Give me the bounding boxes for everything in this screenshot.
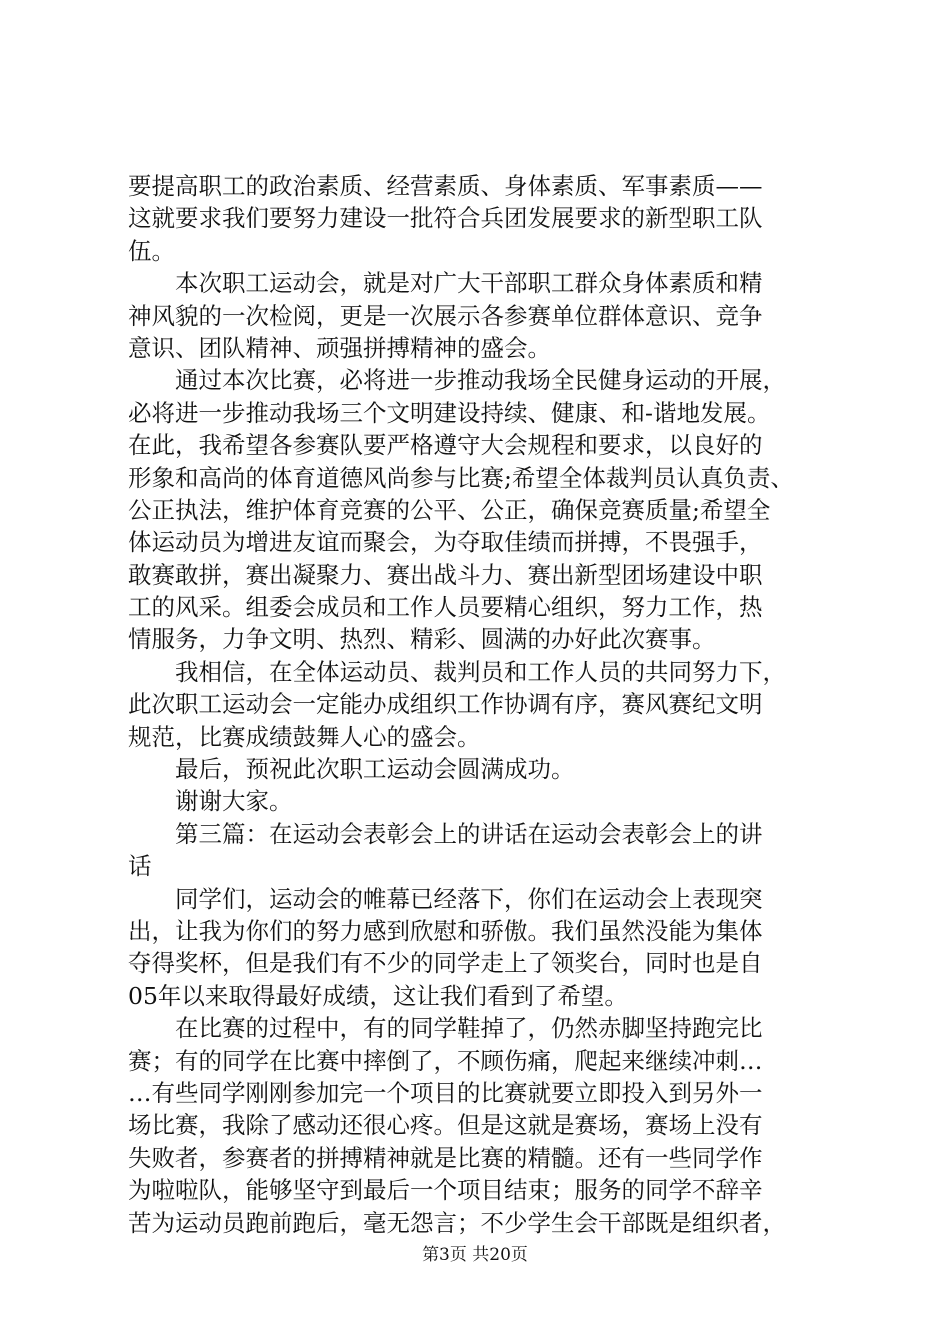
text-line: 此次职工运动会一定能办成组织工作协调有序，赛风赛纪文明: [128, 690, 763, 719]
document-body: [128, 170, 840, 1239]
text-line: 这就要求我们要努力建设一批符合兵团发展要求的新型职工队: [128, 204, 763, 233]
text-line: 体运动员为增进友谊而聚会，为夺取佳绩而拼搏，不畏强手，: [128, 528, 763, 557]
text-line: 敢赛敢拼，赛出凝聚力、赛出战斗力、赛出新型团场建设中职: [128, 560, 763, 589]
text-line: 05年以来取得最好成绩，这让我们看到了希望。: [128, 981, 628, 1010]
text-line: 规范，比赛成绩鼓舞人心的盛会。: [128, 722, 481, 751]
text-line: 为啦啦队，能够坚守到最后一个项目结束；服务的同学不辞辛: [128, 1176, 763, 1205]
page-footer: [0, 1240, 950, 1265]
text-line: 本次职工运动会，就是对广大干部职工群众身体素质和精: [128, 269, 763, 298]
text-line: 夺得奖杯，但是我们有不少的同学走上了领奖台，同时也是自: [128, 949, 763, 978]
text-line: 谢谢大家。: [128, 787, 293, 816]
text-line: 形象和高尚的体育道德风尚参与比赛;希望全体裁判员认真负责、: [128, 463, 794, 492]
text-line: 失败者，参赛者的拼搏精神就是比赛的精髓。还有一些同学作: [128, 1143, 763, 1172]
text-line: 赛；有的同学在比赛中摔倒了，不顾伤痛，爬起来继续冲刺…: [128, 1046, 763, 1075]
text-line: 伍。: [128, 236, 175, 265]
text-line: 苦为运动员跑前跑后，毫无怨言；不少学生会干部既是组织者，: [128, 1208, 786, 1237]
text-line: 我相信，在全体运动员、裁判员和工作人员的共同努力下，: [128, 657, 786, 686]
text-line: 在比赛的过程中，有的同学鞋掉了，仍然赤脚坚持跑完比: [128, 1014, 763, 1043]
text-line: …有些同学刚刚参加完一个项目的比赛就要立即投入到另外一: [128, 1078, 763, 1107]
text-line: 神风貌的一次检阅，更是一次展示各参赛单位群体意识、竞争: [128, 301, 763, 330]
text-line: 最后，预祝此次职工运动会圆满成功。: [128, 755, 575, 784]
page-number: 第3页 共20页: [422, 1245, 528, 1265]
text-line: 场比赛，我除了感动还很心疼。但是这就是赛场，赛场上没有: [128, 1111, 763, 1140]
text-line: 通过本次比赛，必将进一步推动我场全民健身运动的开展，: [128, 366, 786, 395]
text-line: 公正执法，维护体育竞赛的公平、公正，确保竞赛质量;希望全: [128, 495, 771, 524]
text-line: 必将进一步推动我场三个文明建设持续、健康、和-谐地发展。: [128, 398, 771, 427]
text-line: 在此，我希望各参赛队要严格遵守大会规程和要求，以良好的: [128, 431, 763, 460]
text-line: 同学们，运动会的帷幕已经落下，你们在运动会上表现突: [128, 884, 763, 913]
text-line: 情服务，力争文明、热烈、精彩、圆满的办好此次赛事。: [128, 625, 716, 654]
text-line: 要提高职工的政治素质、经营素质、身体素质、军事素质——: [128, 172, 763, 200]
text-line: 出，让我为你们的努力感到欣慰和骄傲。我们虽然没能为集体: [128, 916, 763, 945]
section-heading-line: 话: [128, 852, 152, 881]
text-line: 工的风采。组委会成员和工作人员要精心组织，努力工作，热: [128, 593, 763, 622]
text-line: 意识、团队精神、顽强拼搏精神的盛会。: [128, 333, 551, 362]
section-heading-line: 第三篇：在运动会表彰会上的讲话在运动会表彰会上的讲: [128, 819, 763, 848]
